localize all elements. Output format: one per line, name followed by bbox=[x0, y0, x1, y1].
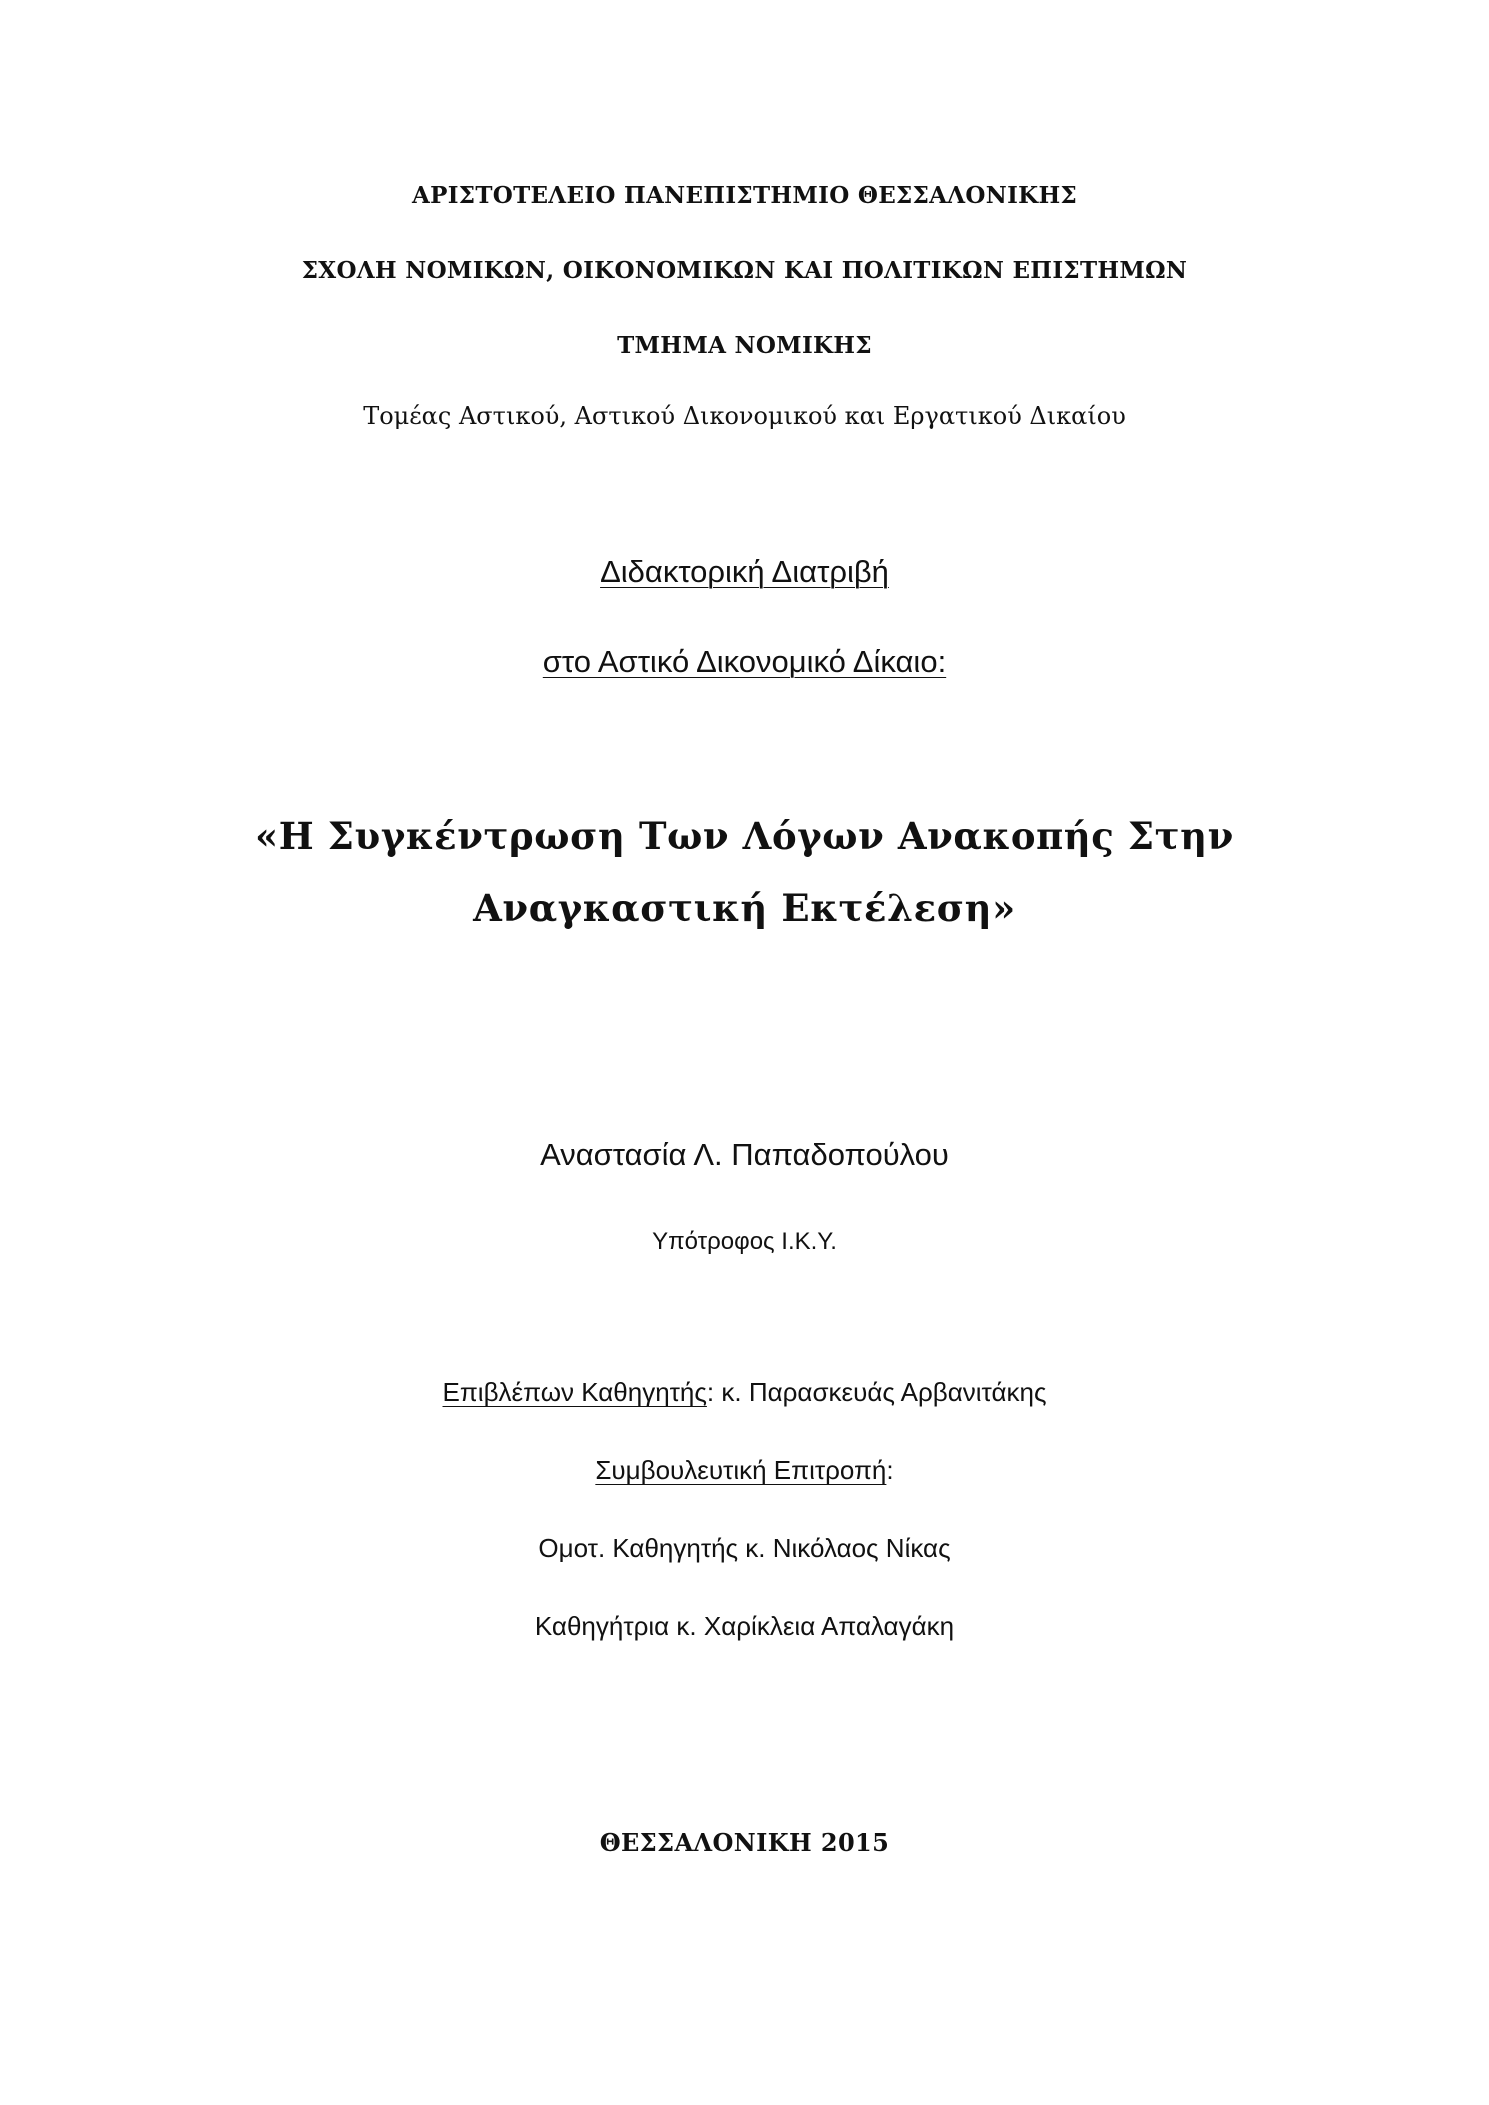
supervisor-label: Επιβλέπων Καθηγητής bbox=[442, 1377, 707, 1407]
committee-member-1: Ομοτ. Καθηγητής κ. Νικόλαος Νίκας bbox=[538, 1533, 951, 1563]
advisory-committee-separator: : bbox=[886, 1455, 894, 1485]
supervisor-name: κ. Παρασκευάς Αρβανιτάκης bbox=[714, 1377, 1047, 1407]
supervisor-separator: : bbox=[706, 1377, 715, 1407]
thesis-title-line-1: «Η Συγκέντρωση Των Λόγων Ανακοπής Στην bbox=[255, 814, 1234, 858]
sector-name: Τομέας Αστικού, Αστικού Δικονομικού και Εργατικού Δικαίου bbox=[363, 402, 1126, 430]
university-name: ΑΡΙΣΤΟΤΕΛΕΙΟ ΠΑΝΕΠΙΣΤΗΜΙΟ ΘΕΣΣΑΛΟΝΙΚΗΣ bbox=[411, 182, 1078, 209]
thesis-field bbox=[0, 646, 1489, 677]
place-year: ΘΕΣΣΑΛΟΝΙΚΗ 2015 bbox=[599, 1828, 890, 1857]
department-name: ΤΜΗΜΑ ΝΟΜΙΚΗΣ bbox=[617, 332, 872, 359]
author-note: Υπότροφος Ι.Κ.Υ. bbox=[652, 1228, 837, 1255]
author-name: Αναστασία Λ. Παπαδοπούλου bbox=[540, 1137, 949, 1172]
supervisor-line bbox=[0, 1379, 1489, 1405]
advisory-committee-label: Συμβουλευτική Επιτροπή bbox=[595, 1455, 887, 1485]
thesis-title-line-2: Αναγκαστική Εκτέλεση» bbox=[473, 886, 1016, 930]
thesis-type bbox=[0, 556, 1489, 587]
advisory-committee-line bbox=[0, 1457, 1489, 1483]
thesis-field-text: στο Αστικό Δικονομικό Δίκαιο: bbox=[542, 644, 947, 679]
thesis-type-text: Διδακτορική Διατριβή bbox=[600, 554, 889, 589]
school-name: ΣΧΟΛΗ ΝΟΜΙΚΩΝ, ΟΙΚΟΝΟΜΙΚΩΝ ΚΑΙ ΠΟΛΙΤΙΚΩΝ ΕΠΙΣΤΗΜΩΝ bbox=[301, 257, 1188, 284]
committee-member-2: Καθηγήτρια κ. Χαρίκλεια Απαλαγάκη bbox=[534, 1611, 955, 1641]
